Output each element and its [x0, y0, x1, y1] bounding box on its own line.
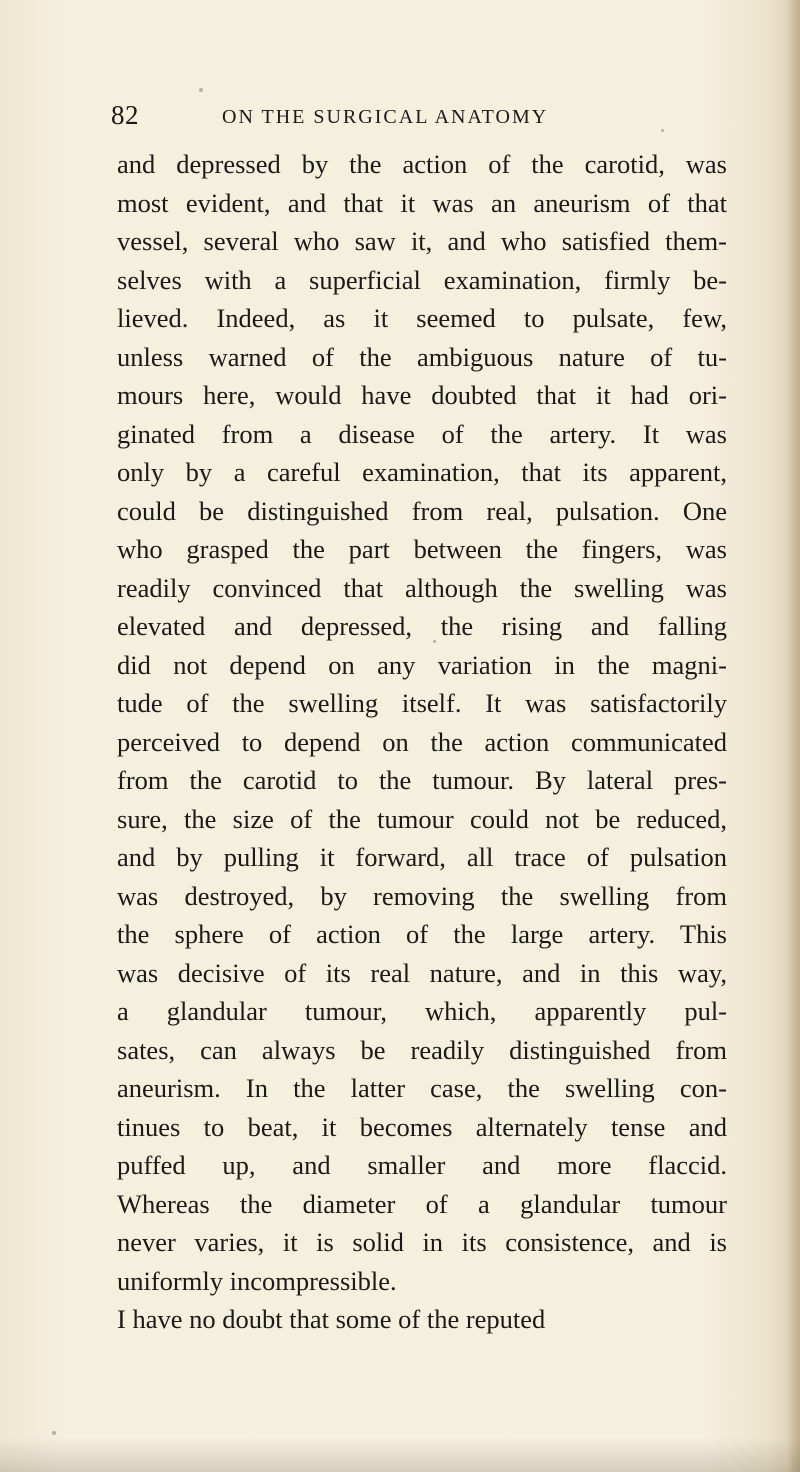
- text-line: sates, can always be readily distinguished from: [117, 1034, 727, 1065]
- text-line: lieved. Indeed, as it seemed to pulsate, few,: [117, 303, 727, 333]
- text-line: elevated and depressed, the rising and falling: [117, 611, 727, 641]
- text-line: could be distinguished from real, pulsation. One: [117, 495, 727, 526]
- text-line: unless warned of the ambiguous nature of tu-: [117, 341, 727, 372]
- text-line: was decisive of its real nature, and in this way,: [117, 957, 727, 988]
- page-edge: [786, 0, 800, 1472]
- text-line: uniformly incompressible.: [117, 1265, 397, 1296]
- paper-speck: [661, 129, 664, 132]
- text-line: tinues to beat, it becomes alternately tense and: [117, 1111, 727, 1142]
- text-line: Whereas the diameter of a glandular tumour: [117, 1188, 727, 1219]
- text-line: I have no doubt that some of the reputed: [117, 1304, 546, 1334]
- text-line: never varies, it is solid in its consistence, and is: [117, 1227, 727, 1257]
- paper-speck: [199, 88, 203, 92]
- text-line: vessel, several who saw it, and who satisfied them-: [117, 226, 727, 256]
- text-line: ginated from a disease of the artery. It was: [117, 418, 727, 449]
- running-title: ON THE SURGICAL ANATOMY: [222, 106, 549, 128]
- text-line: aneurism. In the latter case, the swelling con-: [117, 1073, 727, 1103]
- text-line: mours here, would have doubted that it had ori-: [117, 380, 727, 410]
- text-line: and depressed by the action of the carotid, was: [117, 149, 727, 179]
- text-line: readily convinced that although the swelling was: [117, 572, 727, 603]
- page-number: 82: [111, 100, 139, 130]
- page-bottom-shadow: [0, 1438, 800, 1472]
- text-line: a glandular tumour, which, apparently pul-: [117, 996, 727, 1026]
- text-line: and by pulling it forward, all trace of pulsation: [117, 842, 727, 872]
- text-line: from the carotid to the tumour. By lateral pres-: [117, 765, 727, 795]
- text-line: perceived to depend on the action communicated: [117, 726, 727, 757]
- paper-speck: [433, 640, 436, 643]
- text-line: who grasped the part between the fingers, was: [117, 534, 727, 564]
- body-text: [117, 145, 727, 1339]
- page-header: [111, 98, 731, 138]
- text-line: puffed up, and smaller and more flaccid.: [117, 1150, 727, 1180]
- text-line: the sphere of action of the large artery. This: [117, 919, 727, 949]
- text-line: most evident, and that it was an aneurism of that: [117, 187, 727, 218]
- text-line: did not depend on any variation in the magni-: [117, 649, 727, 680]
- text-line: tude of the swelling itself. It was satisfactorily: [117, 688, 727, 718]
- text-line: was destroyed, by removing the swelling from: [117, 880, 727, 911]
- text-line: only by a careful examination, that its apparent,: [117, 457, 727, 487]
- paper-speck: [52, 1431, 56, 1435]
- text-line: selves with a superficial examination, firmly be-: [117, 264, 727, 295]
- text-line: sure, the size of the tumour could not be reduced,: [117, 803, 727, 834]
